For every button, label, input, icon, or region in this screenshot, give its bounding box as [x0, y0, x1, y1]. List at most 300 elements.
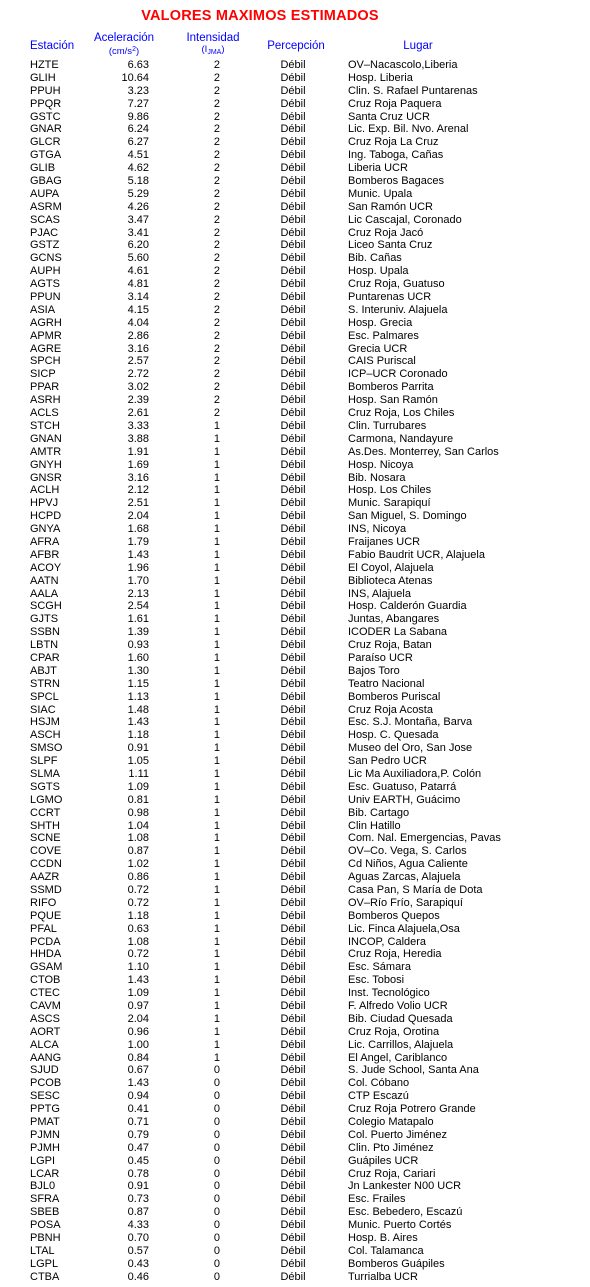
intensity-cell: 2 — [213, 252, 220, 265]
perception-cell: Débil — [280, 394, 306, 407]
intensity-cell: 1 — [213, 832, 220, 845]
table-row — [0, 394, 590, 407]
acceleration-cell: 2.54 — [127, 600, 149, 613]
intensity-cell: 1 — [213, 419, 220, 432]
table-row — [0, 111, 590, 124]
intensity-cell: 0 — [213, 1167, 220, 1180]
perception-cell: Débil — [280, 432, 306, 445]
table-row — [0, 459, 590, 472]
intensity-cell: 2 — [213, 71, 220, 84]
station-cell: ASRM — [30, 200, 62, 213]
perception-cell: Débil — [280, 303, 306, 316]
location-cell: INCOP, Caldera — [348, 935, 427, 948]
location-cell: Col. Cóbano — [348, 1077, 410, 1090]
location-cell: Clin. Turrubares — [348, 419, 427, 432]
station-cell: GJTS — [30, 613, 59, 626]
intensity-cell: 2 — [213, 278, 220, 291]
table-row — [0, 832, 590, 845]
station-cell: HCPD — [30, 510, 62, 523]
table-row — [0, 420, 590, 433]
acceleration-cell: 1.39 — [127, 626, 149, 639]
intensity-cell: 2 — [213, 97, 220, 110]
location-cell: Esc. Bebedero, Escazú — [348, 1206, 463, 1219]
location-cell: Ing. Taboga, Cañas — [348, 149, 444, 162]
location-cell: Univ EARTH, Guácimo — [348, 793, 461, 806]
location-cell: OV–Río Frío, Sarapiquí — [348, 896, 463, 909]
station-cell: CTBA — [30, 1270, 60, 1283]
acceleration-cell: 0.41 — [127, 1103, 149, 1116]
station-cell: ALCA — [30, 1038, 59, 1051]
location-cell: Clin. S. Rafael Puntarenas — [348, 84, 478, 97]
header-lugar: Lugar — [403, 40, 433, 52]
location-cell: Cd Niños, Agua Caliente — [348, 858, 468, 871]
acceleration-cell: 0.45 — [127, 1154, 149, 1167]
table-row — [0, 85, 590, 98]
location-cell: Hosp. Calderón Guardia — [348, 600, 467, 613]
location-cell: Hosp. B. Aires — [348, 1232, 418, 1245]
location-cell: Clin. Pto Jiménez — [348, 1141, 434, 1154]
perception-cell: Débil — [280, 780, 306, 793]
intensity-cell: 1 — [213, 639, 220, 652]
acceleration-cell: 2.86 — [127, 329, 149, 342]
location-cell: F. Alfredo Volio UCR — [348, 1000, 448, 1013]
acceleration-cell: 0.57 — [127, 1244, 149, 1257]
location-cell: Bib. Cartago — [348, 806, 410, 819]
table-row — [0, 1258, 590, 1271]
acceleration-cell: 0.98 — [127, 806, 149, 819]
acceleration-cell: 1.08 — [127, 832, 149, 845]
table-row — [0, 1090, 590, 1103]
table-row — [0, 1039, 590, 1052]
perception-cell: Débil — [280, 896, 306, 909]
location-cell: ICP–UCR Coronado — [348, 368, 448, 381]
perception-cell: Débil — [280, 368, 306, 381]
acceleration-cell: 0.72 — [127, 948, 149, 961]
acceleration-cell: 1.70 — [127, 574, 149, 587]
acceleration-cell: 3.47 — [127, 213, 149, 226]
acceleration-cell: 2.72 — [127, 368, 149, 381]
intensity-cell: 1 — [213, 896, 220, 909]
perception-cell: Débil — [280, 767, 306, 780]
location-cell: Com. Nal. Emergencias, Pavas — [348, 832, 501, 845]
location-cell: As.Des. Monterrey, San Carlos — [348, 445, 499, 458]
intensity-cell: 1 — [213, 432, 220, 445]
intensity-cell: 0 — [213, 1270, 220, 1283]
perception-cell: Débil — [280, 136, 306, 149]
intensity-cell: 2 — [213, 162, 220, 175]
perception-cell: Débil — [280, 974, 306, 987]
intensity-cell: 1 — [213, 935, 220, 948]
location-cell: Cruz Roja Jacó — [348, 226, 424, 239]
station-cell: GLIH — [30, 71, 56, 84]
acceleration-cell: 1.09 — [127, 780, 149, 793]
acceleration-cell: 0.84 — [127, 1051, 149, 1064]
acceleration-cell: 0.79 — [127, 1128, 149, 1141]
location-cell: Bib. Ciudad Quesada — [348, 1012, 453, 1025]
table-row — [0, 820, 590, 833]
perception-cell: Débil — [280, 1103, 306, 1116]
acceleration-cell: 1.02 — [127, 858, 149, 871]
location-cell: Clin Hatillo — [348, 819, 401, 832]
intensity-cell: 1 — [213, 909, 220, 922]
station-cell: AANG — [30, 1051, 62, 1064]
table-row — [0, 1155, 590, 1168]
unit-close: ) — [135, 46, 140, 57]
perception-cell: Débil — [280, 419, 306, 432]
station-cell: SLMA — [30, 767, 60, 780]
table-row — [0, 613, 590, 626]
unit-base: (I — [201, 44, 208, 55]
location-cell: Cruz Roja Acosta — [348, 703, 433, 716]
table-row — [0, 755, 590, 768]
station-cell: SMSO — [30, 742, 63, 755]
station-cell: HHDA — [30, 948, 62, 961]
table-row — [0, 472, 590, 485]
perception-cell: Débil — [280, 1064, 306, 1077]
table-row — [0, 72, 590, 85]
table-row — [0, 1219, 590, 1232]
acceleration-cell: 3.23 — [127, 84, 149, 97]
station-cell: SICP — [30, 368, 56, 381]
station-cell: PJAC — [30, 226, 59, 239]
perception-cell: Débil — [280, 832, 306, 845]
acceleration-cell: 0.78 — [127, 1167, 149, 1180]
perception-cell: Débil — [280, 600, 306, 613]
location-cell: Bomberos Quepos — [348, 909, 440, 922]
location-cell: Munic. Sarapiquí — [348, 497, 431, 510]
location-cell: Bomberos Guápiles — [348, 1257, 445, 1270]
acceleration-cell: 0.73 — [127, 1193, 149, 1206]
perception-cell: Débil — [280, 1206, 306, 1219]
station-cell: AFBR — [30, 548, 60, 561]
acceleration-cell: 0.63 — [127, 922, 149, 935]
acceleration-cell: 5.60 — [127, 252, 149, 265]
location-cell: CAIS Puriscal — [348, 355, 416, 368]
location-cell: OV–Nacascolo,Liberia — [348, 59, 458, 71]
acceleration-cell: 3.33 — [127, 419, 149, 432]
station-cell: PBNH — [30, 1232, 61, 1245]
acceleration-cell: 2.04 — [127, 510, 149, 523]
table-row — [0, 201, 590, 214]
location-cell: Munic. Puerto Cortés — [348, 1219, 452, 1232]
station-cell: CCRT — [30, 806, 61, 819]
station-cell: PCOB — [30, 1077, 62, 1090]
location-cell: ICODER La Sabana — [348, 626, 448, 639]
station-cell: GLIB — [30, 162, 56, 175]
perception-cell: Débil — [280, 948, 306, 961]
acceleration-cell: 1.08 — [127, 935, 149, 948]
acceleration-cell: 1.43 — [127, 974, 149, 987]
location-cell: Turrialba UCR — [348, 1270, 418, 1283]
acceleration-cell: 1.00 — [127, 1038, 149, 1051]
location-cell: Guápiles UCR — [348, 1154, 419, 1167]
station-cell: HSJM — [30, 716, 60, 729]
perception-cell: Débil — [280, 1141, 306, 1154]
table-row — [0, 729, 590, 742]
station-cell: SGTS — [30, 780, 60, 793]
acceleration-cell: 1.18 — [127, 909, 149, 922]
acceleration-cell: 1.43 — [127, 1077, 149, 1090]
table-row — [0, 59, 590, 72]
acceleration-cell: 0.87 — [127, 845, 149, 858]
station-cell: SBEB — [30, 1206, 60, 1219]
table-row — [0, 1129, 590, 1142]
location-cell: Lic. Finca Alajuela,Osa — [348, 922, 460, 935]
perception-cell: Débil — [280, 858, 306, 871]
acceleration-cell: 6.24 — [127, 123, 149, 136]
location-cell: Bajos Toro — [348, 664, 400, 677]
station-cell: LCAR — [30, 1167, 60, 1180]
intensity-cell: 1 — [213, 858, 220, 871]
perception-cell: Débil — [280, 1232, 306, 1245]
perception-cell: Débil — [280, 871, 306, 884]
perception-cell: Débil — [280, 755, 306, 768]
acceleration-cell: 1.13 — [127, 690, 149, 703]
acceleration-cell: 4.33 — [127, 1219, 149, 1232]
unit-base: (cm/s — [108, 46, 133, 57]
station-cell: CAVM — [30, 1000, 61, 1013]
acceleration-cell: 1.15 — [127, 677, 149, 690]
perception-cell: Débil — [280, 587, 306, 600]
unit-close: ) — [221, 44, 225, 55]
location-cell: INS, Nicoya — [348, 523, 407, 536]
station-cell: ACOY — [30, 561, 62, 574]
station-cell: ASCH — [30, 729, 61, 742]
intensity-cell: 2 — [213, 226, 220, 239]
station-cell: SCGH — [30, 600, 62, 613]
table-row — [0, 1052, 590, 1065]
station-cell: GNSR — [30, 471, 62, 484]
header-aceleracion-label: Aceleración — [93, 32, 155, 44]
station-cell: STRN — [30, 677, 60, 690]
perception-cell: Débil — [280, 1077, 306, 1090]
acceleration-cell: 4.04 — [127, 316, 149, 329]
station-cell: GSAM — [30, 961, 63, 974]
location-cell: Munic. Upala — [348, 187, 413, 200]
location-cell: OV–Co. Vega, S. Carlos — [348, 845, 467, 858]
intensity-cell: 2 — [213, 265, 220, 278]
intensity-cell: 1 — [213, 884, 220, 896]
station-cell: PPAR — [30, 381, 60, 394]
header-estacion: Estación — [30, 40, 75, 52]
table-row — [0, 845, 590, 858]
location-cell: Cruz Roja Potrero Grande — [348, 1103, 476, 1116]
intensity-cell: 2 — [213, 110, 220, 123]
location-cell: Cruz Roja La Cruz — [348, 136, 439, 149]
perception-cell: Débil — [280, 59, 306, 71]
station-cell: SSMD — [30, 884, 62, 896]
perception-cell: Débil — [280, 742, 306, 755]
acceleration-cell: 0.81 — [127, 793, 149, 806]
station-cell: AUPH — [30, 265, 61, 278]
table-row — [0, 317, 590, 330]
table-row — [0, 588, 590, 601]
table-row — [0, 858, 590, 871]
station-cell: GNAR — [30, 123, 62, 136]
acceleration-cell: 2.61 — [127, 407, 149, 420]
location-cell: Fraijanes UCR — [348, 535, 421, 548]
intensity-cell: 1 — [213, 561, 220, 574]
location-cell: Jn Lankester N00 UCR — [348, 1180, 462, 1193]
station-cell: GLCR — [30, 136, 61, 149]
perception-cell: Débil — [280, 252, 306, 265]
station-cell: SHTH — [30, 819, 60, 832]
perception-cell: Débil — [280, 1025, 306, 1038]
table-row — [0, 1116, 590, 1129]
perception-cell: Débil — [280, 484, 306, 497]
station-cell: SFRA — [30, 1193, 60, 1206]
station-cell: AMTR — [30, 445, 62, 458]
location-cell: Liberia UCR — [348, 162, 408, 175]
location-cell: Cruz Roja, Batan — [348, 639, 432, 652]
location-cell: Hosp. C. Quesada — [348, 729, 439, 742]
table-row — [0, 652, 590, 665]
station-cell: AGTS — [30, 278, 60, 291]
perception-cell: Débil — [280, 1219, 306, 1232]
location-cell: Santa Cruz UCR — [348, 110, 430, 123]
perception-cell: Débil — [280, 884, 306, 896]
table-row — [0, 239, 590, 252]
intensity-cell: 2 — [213, 381, 220, 394]
intensity-cell: 2 — [213, 291, 220, 304]
perception-cell: Débil — [280, 497, 306, 510]
perception-cell: Débil — [280, 97, 306, 110]
header-aceleracion-unit — [88, 44, 160, 58]
acceleration-cell: 1.61 — [127, 613, 149, 626]
location-cell: Esc. Guatuso, Patarrá — [348, 780, 457, 793]
location-cell: Bomberos Parrita — [348, 381, 434, 394]
intensity-cell: 1 — [213, 793, 220, 806]
unit-exponent: 2 — [132, 46, 136, 53]
station-cell: APMR — [30, 329, 62, 342]
intensity-cell: 1 — [213, 471, 220, 484]
perception-cell: Débil — [280, 510, 306, 523]
acceleration-cell: 1.10 — [127, 961, 149, 974]
perception-cell: Débil — [280, 845, 306, 858]
acceleration-cell: 5.29 — [127, 187, 149, 200]
intensity-cell: 1 — [213, 548, 220, 561]
intensity-cell: 2 — [213, 187, 220, 200]
station-cell: GSTC — [30, 110, 61, 123]
table-row — [0, 523, 590, 536]
perception-cell: Débil — [280, 548, 306, 561]
station-cell: PFAL — [30, 922, 57, 935]
station-cell: CTOB — [30, 974, 61, 987]
perception-cell: Débil — [280, 806, 306, 819]
table-row — [0, 742, 590, 755]
table-row — [0, 188, 590, 201]
station-cell: PJMH — [30, 1141, 60, 1154]
acceleration-cell: 0.94 — [127, 1090, 149, 1103]
location-cell: Esc. Sámara — [348, 961, 411, 974]
intensity-cell: 2 — [213, 316, 220, 329]
acceleration-cell: 4.51 — [127, 149, 149, 162]
perception-cell: Débil — [280, 291, 306, 304]
acceleration-cell: 2.13 — [127, 587, 149, 600]
station-cell: PPTG — [30, 1103, 60, 1116]
table-row — [0, 123, 590, 136]
perception-cell: Débil — [280, 110, 306, 123]
acceleration-cell: 0.93 — [127, 639, 149, 652]
intensity-cell: 0 — [213, 1064, 220, 1077]
station-cell: PPUH — [30, 84, 61, 97]
intensity-cell: 0 — [213, 1090, 220, 1103]
data-table — [0, 59, 590, 1284]
intensity-cell: 1 — [213, 626, 220, 639]
intensity-cell: 0 — [213, 1103, 220, 1116]
location-cell: Esc. Palmares — [348, 329, 419, 342]
location-cell: S. Jude School, Santa Ana — [348, 1064, 479, 1077]
intensity-cell: 0 — [213, 1116, 220, 1129]
table-row — [0, 227, 590, 240]
acceleration-cell: 0.71 — [127, 1116, 149, 1129]
station-cell: SLPF — [30, 755, 58, 768]
intensity-cell: 1 — [213, 497, 220, 510]
perception-cell: Débil — [280, 1116, 306, 1129]
table-row — [0, 974, 590, 987]
location-cell: Cruz Roja Paquera — [348, 97, 442, 110]
station-cell: GNYH — [30, 458, 62, 471]
perception-cell: Débil — [280, 200, 306, 213]
intensity-cell: 1 — [213, 1025, 220, 1038]
intensity-cell: 2 — [213, 213, 220, 226]
station-cell: SPCL — [30, 690, 59, 703]
perception-cell: Débil — [280, 523, 306, 536]
table-row — [0, 355, 590, 368]
location-cell: Casa Pan, S María de Dota — [348, 884, 483, 896]
intensity-cell: 1 — [213, 600, 220, 613]
acceleration-cell: 2.04 — [127, 1012, 149, 1025]
station-cell: SCAS — [30, 213, 60, 226]
table-row — [0, 1077, 590, 1090]
location-cell: Cruz Roja, Guatuso — [348, 278, 445, 291]
table-row — [0, 1232, 590, 1245]
station-cell: ABJT — [30, 664, 57, 677]
acceleration-cell: 3.16 — [127, 471, 149, 484]
table-row — [0, 897, 590, 910]
intensity-cell: 1 — [213, 677, 220, 690]
location-cell: Hosp. Liberia — [348, 71, 413, 84]
acceleration-cell: 6.63 — [127, 59, 149, 71]
table-row — [0, 291, 590, 304]
location-cell: Grecia UCR — [348, 342, 408, 355]
intensity-cell: 1 — [213, 458, 220, 471]
location-cell: Col. Puerto Jiménez — [348, 1128, 448, 1141]
intensity-cell: 2 — [213, 84, 220, 97]
station-cell: AORT — [30, 1025, 61, 1038]
station-cell: PPQR — [30, 97, 62, 110]
intensity-cell: 2 — [213, 394, 220, 407]
perception-cell: Débil — [280, 574, 306, 587]
perception-cell: Débil — [280, 213, 306, 226]
location-cell: Lic. Carrillos, Alajuela — [348, 1038, 454, 1051]
intensity-cell: 2 — [213, 200, 220, 213]
station-cell: AALA — [30, 587, 59, 600]
intensity-cell: 2 — [213, 342, 220, 355]
location-cell: Hosp. San Ramón — [348, 394, 438, 407]
acceleration-cell: 3.02 — [127, 381, 149, 394]
intensity-cell: 1 — [213, 484, 220, 497]
intensity-cell: 0 — [213, 1180, 220, 1193]
intensity-cell: 0 — [213, 1206, 220, 1219]
acceleration-cell: 0.97 — [127, 1000, 149, 1013]
location-cell: Cruz Roja, Los Chiles — [348, 407, 455, 420]
intensity-cell: 1 — [213, 729, 220, 742]
table-row — [0, 871, 590, 884]
table-row — [0, 961, 590, 974]
station-cell: SPCH — [30, 355, 61, 368]
perception-cell: Débil — [280, 162, 306, 175]
